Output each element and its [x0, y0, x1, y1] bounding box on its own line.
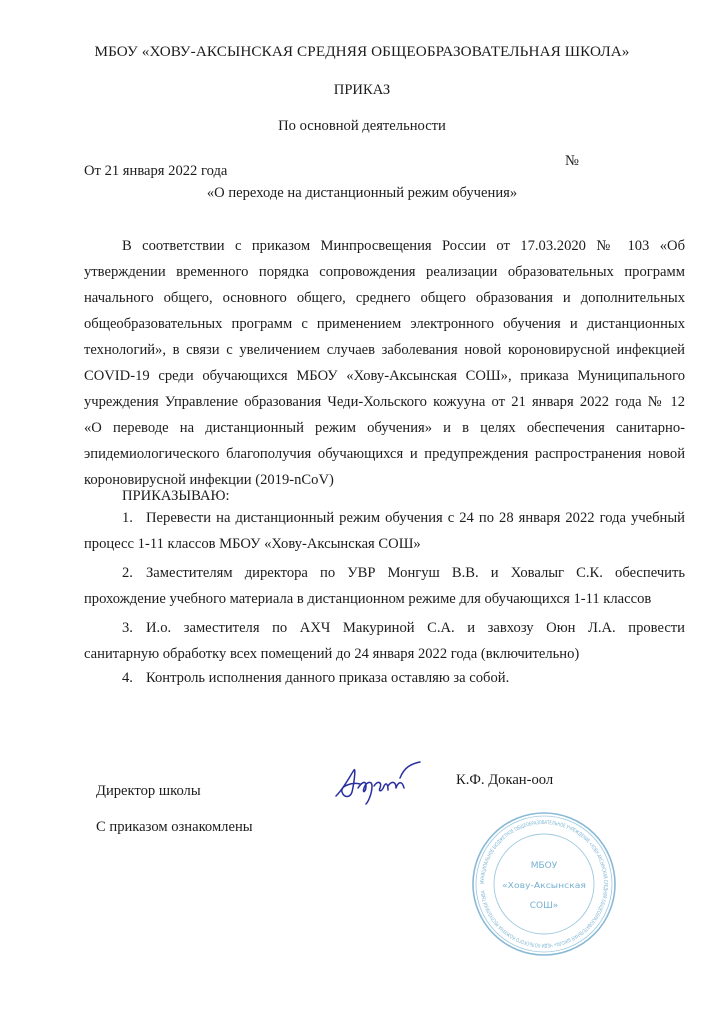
order-date: От 21 января 2022 года	[84, 163, 228, 179]
director-signature	[330, 758, 425, 808]
order-subject: «О переходе на дистанционный режим обучения»	[206, 185, 518, 201]
stamp-center-line: СОШ»	[529, 901, 559, 911]
stamp-center-line: МБОУ	[530, 861, 558, 871]
preamble-line: COVID-19 среди обучающихся МБОУ «Хову-Аксынская СОШ», приказа Муниципального	[84, 368, 685, 384]
preamble-line: технологий», в связи с увеличением случаев заболевания новой короновирусной инфекцией	[84, 342, 685, 358]
order-item-continuation: прохождение учебного материала в дистанционном режиме для обучающихся 1-11 классов	[84, 591, 652, 607]
order-item-number: 3.	[122, 620, 133, 636]
order-item-continuation: санитарную обработку всех помещений до 24 января 2022 года (включительно)	[84, 646, 580, 662]
order-item-text: И.о. заместителя по АХЧ Макуриной С.А. и завхозу Оюн Л.А. провести	[146, 620, 685, 636]
preamble-line: учреждения Управление образования Чеди-Хольского кожууна от 21 января 2022 года № 12	[84, 394, 685, 410]
preamble-line: В соответствии с приказом Минпросвещения России от 17.03.2020 № 103 «Об	[122, 238, 685, 254]
preamble-line: «О переводе на дистанционный режим обучения» и в целях обеспечения санитарно-	[84, 420, 685, 436]
preamble-line: общеобразовательных программ с применением электронного обучения и дистанционных	[84, 316, 685, 332]
document-type: ПРИКАЗ	[333, 82, 391, 98]
order-heading: ПРИКАЗЫВАЮ:	[122, 488, 230, 504]
order-item-first-line	[122, 670, 509, 687]
stamp-center-line: «Хову-Аксынская	[502, 881, 586, 890]
preamble-line: короновирусной инфекции (2019-nCoV)	[84, 472, 334, 488]
director-name: К.Ф. Докан-оол	[456, 772, 554, 788]
preamble-line: эпидемиологического благополучия обучающихся и предупреждения распространения новой	[84, 446, 685, 462]
order-item-text: Контроль исполнения данного приказа оставляю за собой.	[146, 670, 510, 686]
order-item-continuation: процесс 1-11 классов МБОУ «Хову-Аксынская СОШ»	[84, 536, 421, 552]
order-item-first-line	[122, 510, 685, 527]
order-item-text: Перевести на дистанционный режим обучения с 24 по 28 января 2022 года учебный	[146, 510, 685, 526]
activity-type: По основной деятельности	[278, 118, 446, 134]
stamp-ring-text: МУНИЦИПАЛЬНОЕ БЮДЖЕТНОЕ ОБЩЕОБРАЗОВАТЕЛЬНОЕ УЧРЕЖДЕНИЕ «ХОВУ-АКСЫНСКАЯ СРЕДНЯЯ ОБЩЕОБРАЗОВАТЕЛЬНАЯ ШКОЛА» ЧЕДИ-ХОЛЬСКОГО КОЖУУНА РЕСПУБЛИКИ ТЫВА	[479, 819, 609, 949]
order-item-number: 4.	[122, 670, 133, 686]
school-stamp	[470, 810, 618, 958]
preamble-line: утверждении временного порядка сопровождения реализации образовательных программ	[84, 264, 685, 280]
order-item-number: 1.	[122, 510, 133, 526]
order-item-first-line	[122, 565, 685, 582]
order-number-label: №	[565, 153, 579, 169]
director-position: Директор школы	[96, 783, 201, 799]
acknowledged-label: С приказом ознакомлены	[96, 819, 253, 835]
preamble-line: начального общего, основного общего, среднего общего образования и дополнительных	[84, 290, 685, 306]
order-item-first-line	[122, 620, 685, 637]
order-item-text: Заместителям директора по УВР Монгуш В.В. и Ховалыг С.К. обеспечить	[146, 565, 685, 581]
school-name: МБОУ «ХОВУ-АКСЫНСКАЯ СРЕДНЯЯ ОБЩЕОБРАЗОВАТЕЛЬНАЯ ШКОЛА»	[94, 43, 630, 60]
order-item-number: 2.	[122, 565, 133, 581]
